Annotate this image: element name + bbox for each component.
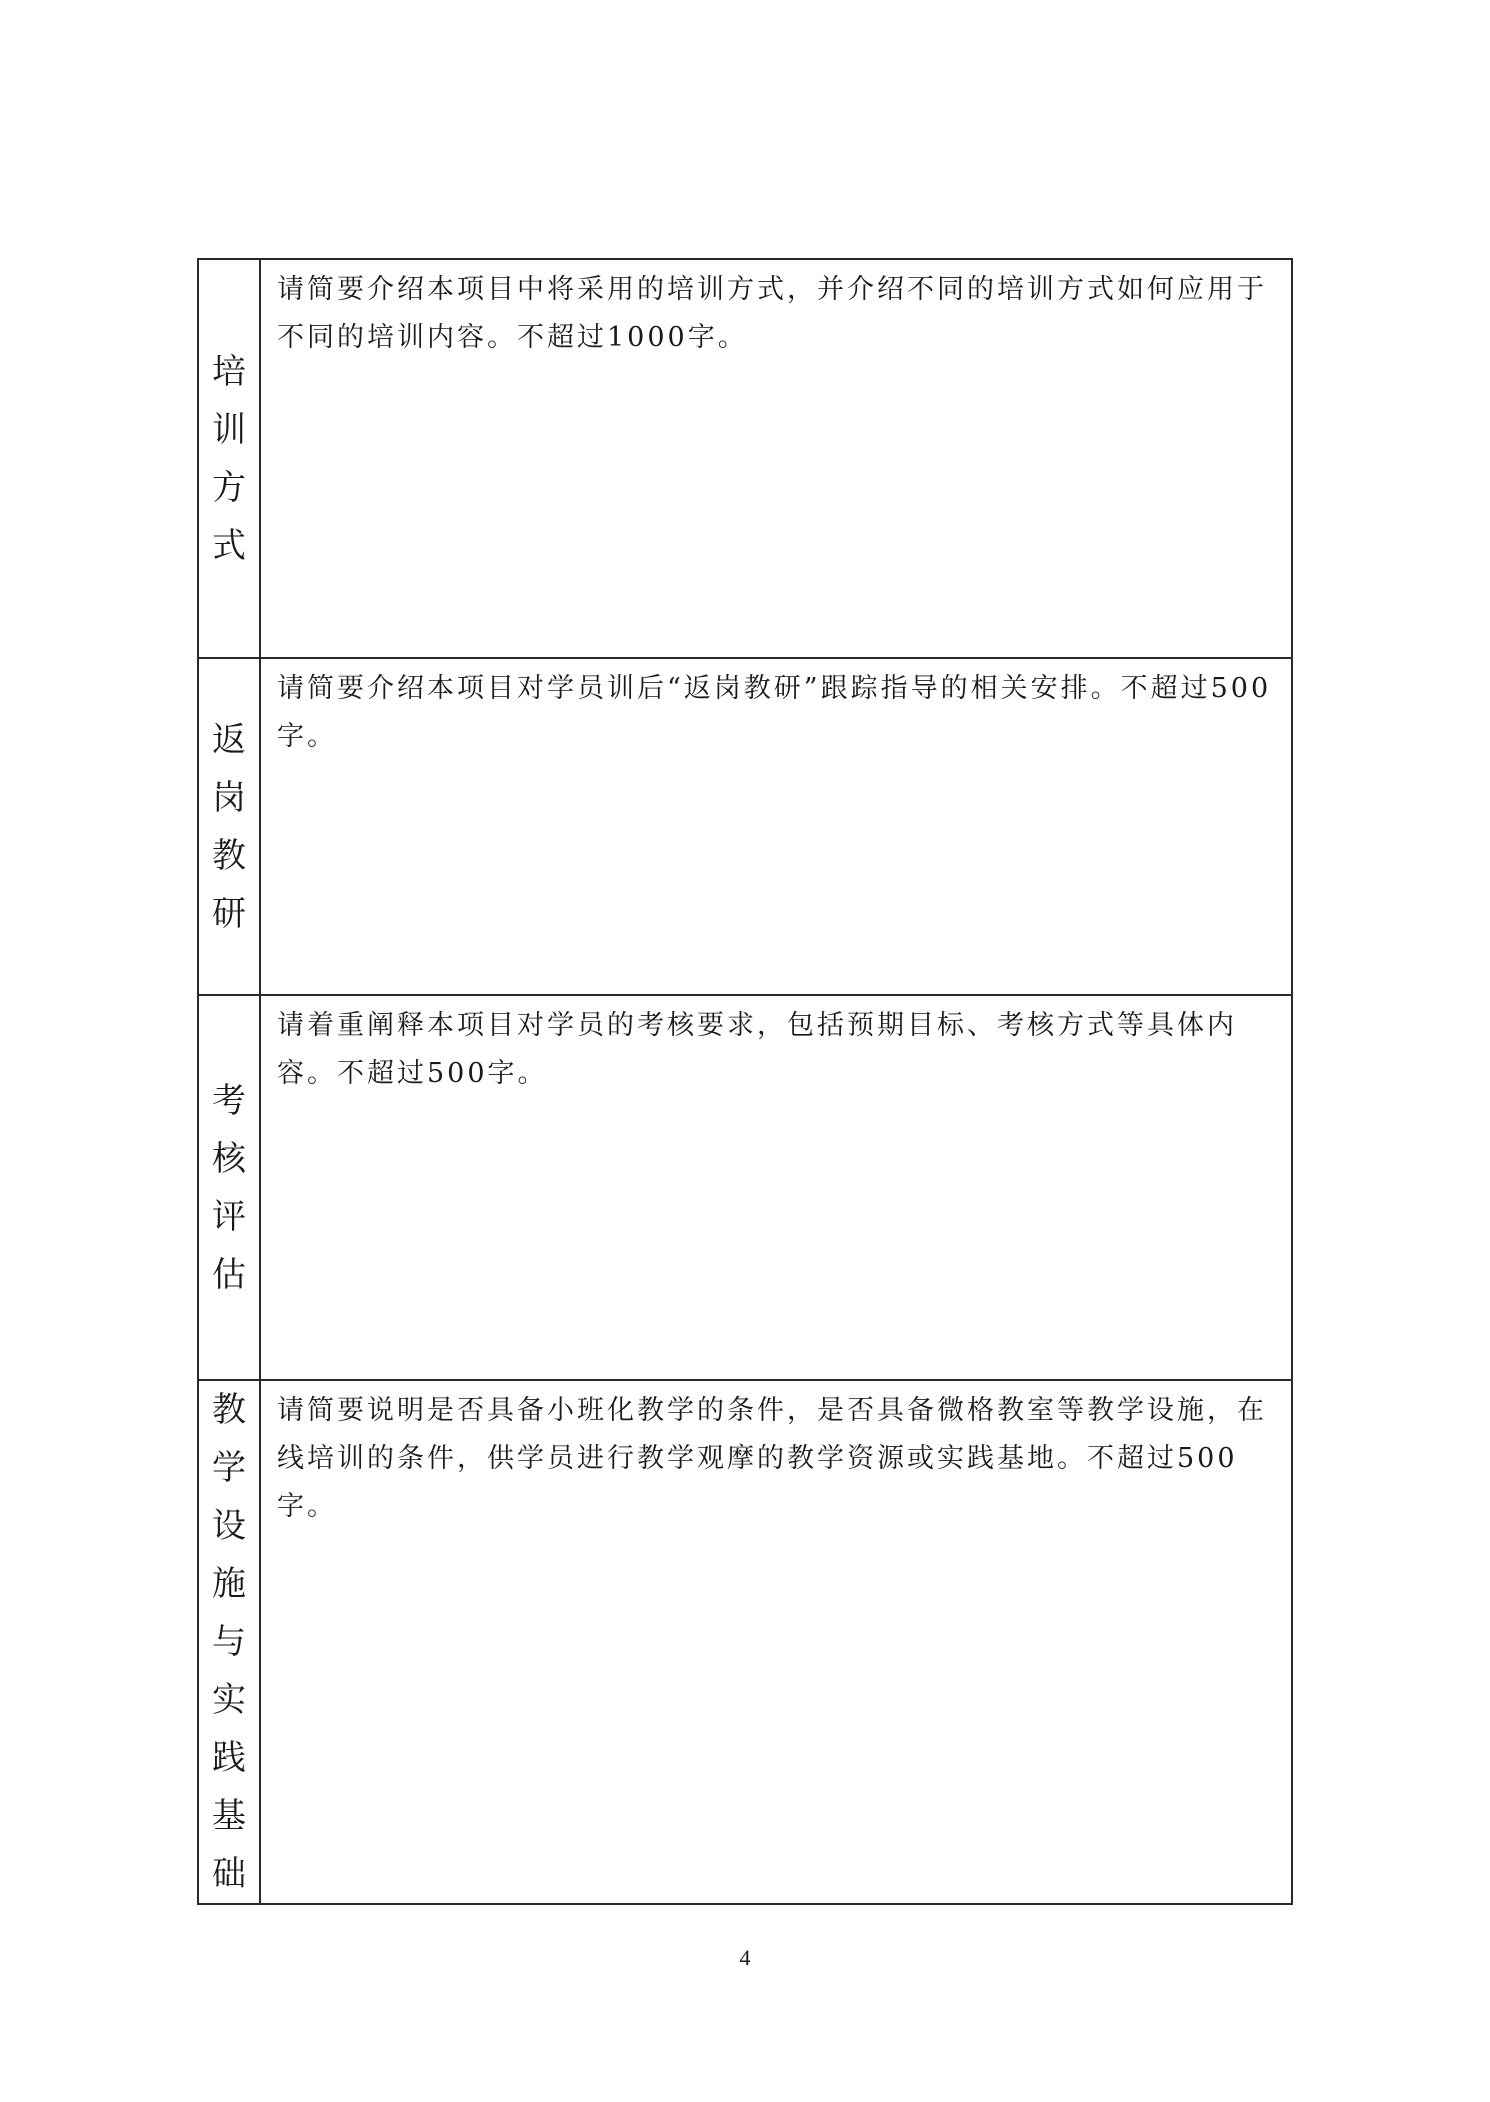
label-char: 方 <box>212 467 246 508</box>
section-label-cell <box>198 1380 260 1904</box>
section-label-cell <box>198 259 260 658</box>
label-char: 教 <box>212 1390 246 1430</box>
section-instruction-training-methods: 请简要介绍本项目中将采用的培训方式，并介绍不同的培训方式如何应用于不同的培训内容。不超过1000字。 <box>277 274 1267 353</box>
section-row-training-methods <box>198 259 1292 658</box>
section-instruction-assessment: 请着重阐释本项目对学员的考核要求，包括预期目标、考核方式等具体内容。不超过500字。 <box>277 1010 1237 1089</box>
section-row-facilities <box>198 1380 1292 1904</box>
section-label-facilities <box>199 1381 259 1903</box>
label-char: 施 <box>212 1564 246 1604</box>
label-char: 践 <box>212 1738 246 1778</box>
section-label-return-research <box>199 711 259 943</box>
section-content-cell[interactable] <box>260 1380 1292 1904</box>
label-char: 岗 <box>212 777 246 818</box>
section-row-return-research <box>198 658 1292 995</box>
label-char: 学 <box>212 1448 246 1488</box>
label-char: 础 <box>212 1854 246 1894</box>
section-content-cell[interactable] <box>260 995 1292 1380</box>
label-char: 实 <box>212 1680 246 1720</box>
label-char: 培 <box>212 351 246 392</box>
section-row-assessment <box>198 995 1292 1380</box>
label-char: 设 <box>212 1506 246 1546</box>
label-char: 研 <box>212 893 246 934</box>
label-char: 基 <box>212 1796 246 1836</box>
label-char: 返 <box>212 719 246 760</box>
label-char: 训 <box>212 409 246 450</box>
section-instruction-facilities: 请简要说明是否具备小班化教学的条件，是否具备微格教室等教学设施，在线培训的条件，供学员进行教学观摩的教学资源或实践基地。不超过500字。 <box>277 1395 1267 1522</box>
section-label-cell <box>198 658 260 995</box>
label-char: 考 <box>212 1080 246 1121</box>
section-content-cell[interactable] <box>260 658 1292 995</box>
label-char: 核 <box>212 1138 246 1179</box>
label-char: 与 <box>212 1622 246 1662</box>
section-instruction-return-research: 请简要介绍本项目对学员训后“返岗教研”跟踪指导的相关安排。不超过500字。 <box>277 673 1272 752</box>
label-char: 估 <box>212 1254 246 1295</box>
page-number: 4 <box>739 1945 751 1970</box>
section-label-training-methods <box>199 343 259 575</box>
section-content-cell[interactable] <box>260 259 1292 658</box>
section-label-cell <box>198 995 260 1380</box>
label-char: 评 <box>212 1196 246 1237</box>
label-char: 式 <box>212 525 246 566</box>
application-form-table <box>197 258 1293 1905</box>
section-label-assessment <box>199 1072 259 1304</box>
label-char: 教 <box>212 835 246 876</box>
